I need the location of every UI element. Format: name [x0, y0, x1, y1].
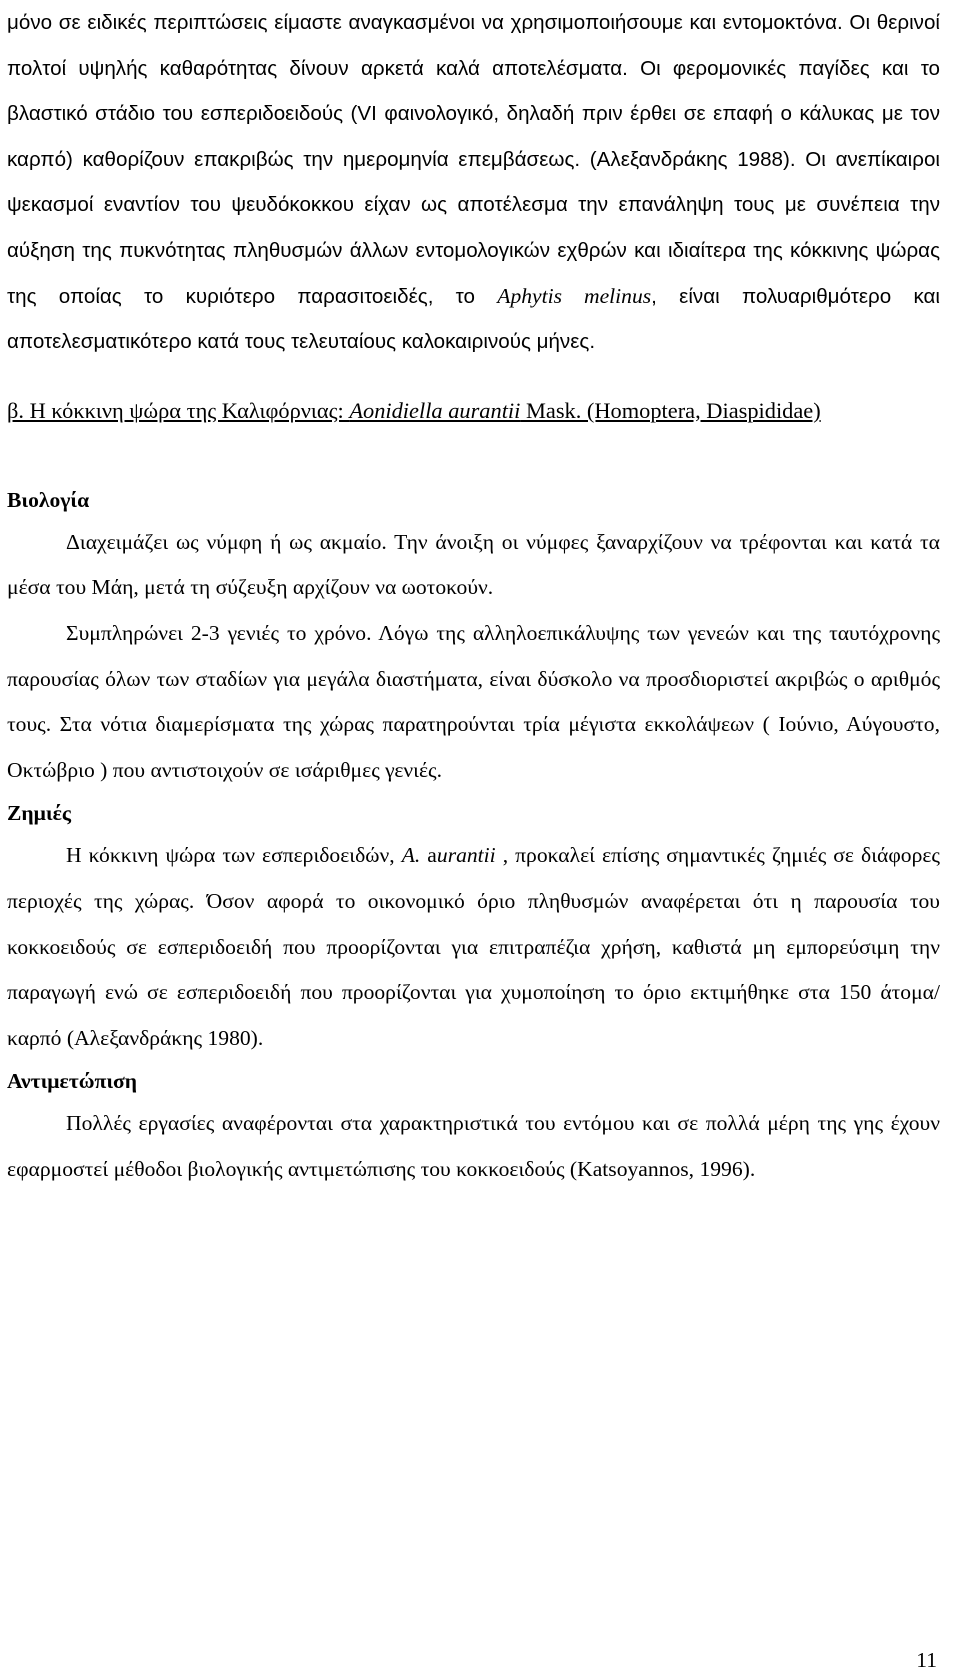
section-heading-suffix: Mask. (Homoptera, Diaspididae) [520, 397, 821, 423]
damage-paragraph [7, 833, 940, 1061]
section-heading-red-scale [7, 394, 940, 428]
intro-paragraph [7, 0, 940, 365]
damage-text-pre: Η κόκκινη ψώρα των εσπεριδοειδών, [66, 843, 402, 868]
page-number: 11 [916, 1648, 937, 1672]
damage-text-post: , προκαλεί επίσης σημαντικές ζημιές σε διάφορες περιοχές της χώρας. Όσον αφορά το οικονομικό όριο πληθυσμών αναφέρεται ότι η παρουσία του κοκκοειδούς σε εσπεριδοειδή που προορίζονται για επιτραπέζια χρήση, καθιστά μη εμπορεύσιμη την παραγωγή ενώ σε εσπεριδοειδή που προορίζονται για χυμοποίηση το όριο εκτιμήθηκε στα 150 άτομα/καρπό (Αλεξανδράκης 1980). [7, 843, 940, 1050]
section-heading-prefix: β. Η κόκκινη ψώρα της Καλιφόρνιας: [7, 397, 350, 423]
intro-text-a: μόνο σε ειδικές περιπτώσεις είμαστε αναγκασμένοι να χρησιμοποιήσουμε και εντομοκτόνα. Οι θερινοί πολτοί υψηλής καθαρότητας δίνουν αρκετά καλά αποτελέσματα. Οι φερομονικές παγίδες και το βλαστικό στάδιο του εσπεριδοειδούς (VI φαινολογικό, δηλαδή πριν έρθει σε επαφή ο κάλυκας με τον καρπό) καθορίζουν επακριβώς την ημερομηνία επεμβάσεως. (Αλεξανδράκης 1988). Οι ανεπίκαιροι ψεκασμοί εναντίον του ψευδόκοκκου είχαν ως αποτέλεσμα την επανάληψη τους με συνέπεια την αύξηση της πυκνότητας πληθυσμών άλλων εντομολογικών εχθρών και ιδιαίτερα της κόκκινης ψώρας της οποίας το κυριότερο παρασιτοειδές, το [7, 11, 940, 308]
damage-species-rest: urantii [436, 843, 496, 868]
biology-heading: Βιολογία [7, 487, 90, 512]
intro-species-name: Aphytis melinus [497, 283, 652, 308]
damage-species-genus: A. [401, 843, 421, 868]
intro-text-b: , είναι πολυαριθμότερο και αποτελεσματικότερο κατά τους τελευταίους καλοκαιρινούς μήνες. [7, 284, 940, 354]
section-heading-species: Aonidiella aurantii [349, 397, 521, 423]
damage-heading: Ζημιές [7, 801, 71, 826]
control-paragraph: Πολλές εργασίες αναφέρονται στα χαρακτηριστικά του εντόμου και σε πολλά μέρη της γης έχουν εφαρμοστεί μέθοδοι βιολογικής αντιμετώπισης του κοκκοειδούς (Katsoyannos, 1996). [7, 1111, 940, 1181]
control-heading: Αντιμετώπιση [7, 1069, 138, 1094]
biology-paragraph-1: Διαχειμάζει ως νύμφη ή ως ακμαίο. Την άνοιξη οι νύμφες ξαναρχίζουν να τρέφονται και κατά τα μέσα του Μάη, μετά τη σύζευξη αρχίζουν να ωοτοκούν. [7, 529, 940, 600]
damage-species-initial: a [420, 843, 437, 868]
biology-paragraph-2: Συμπληρώνει 2-3 γενιές το χρόνο. Λόγω της αλληλοεπικάλυψης των γενεών και της ταυτόχρονης παρουσίας όλων των σταδίων για μεγάλα διαστήματα, είναι δύσκολο να προσδιοριστεί ακριβώς ο αριθμός τους. Στα νότια διαμερίσματα της χώρας παρατηρούνται τρία μέγιστα εκκολάψεων ( Ιούνιο, Αύγουστο, Οκτώβριο ) που αντιστοιχούν σε ισάριθμες γενιές. [7, 620, 940, 782]
